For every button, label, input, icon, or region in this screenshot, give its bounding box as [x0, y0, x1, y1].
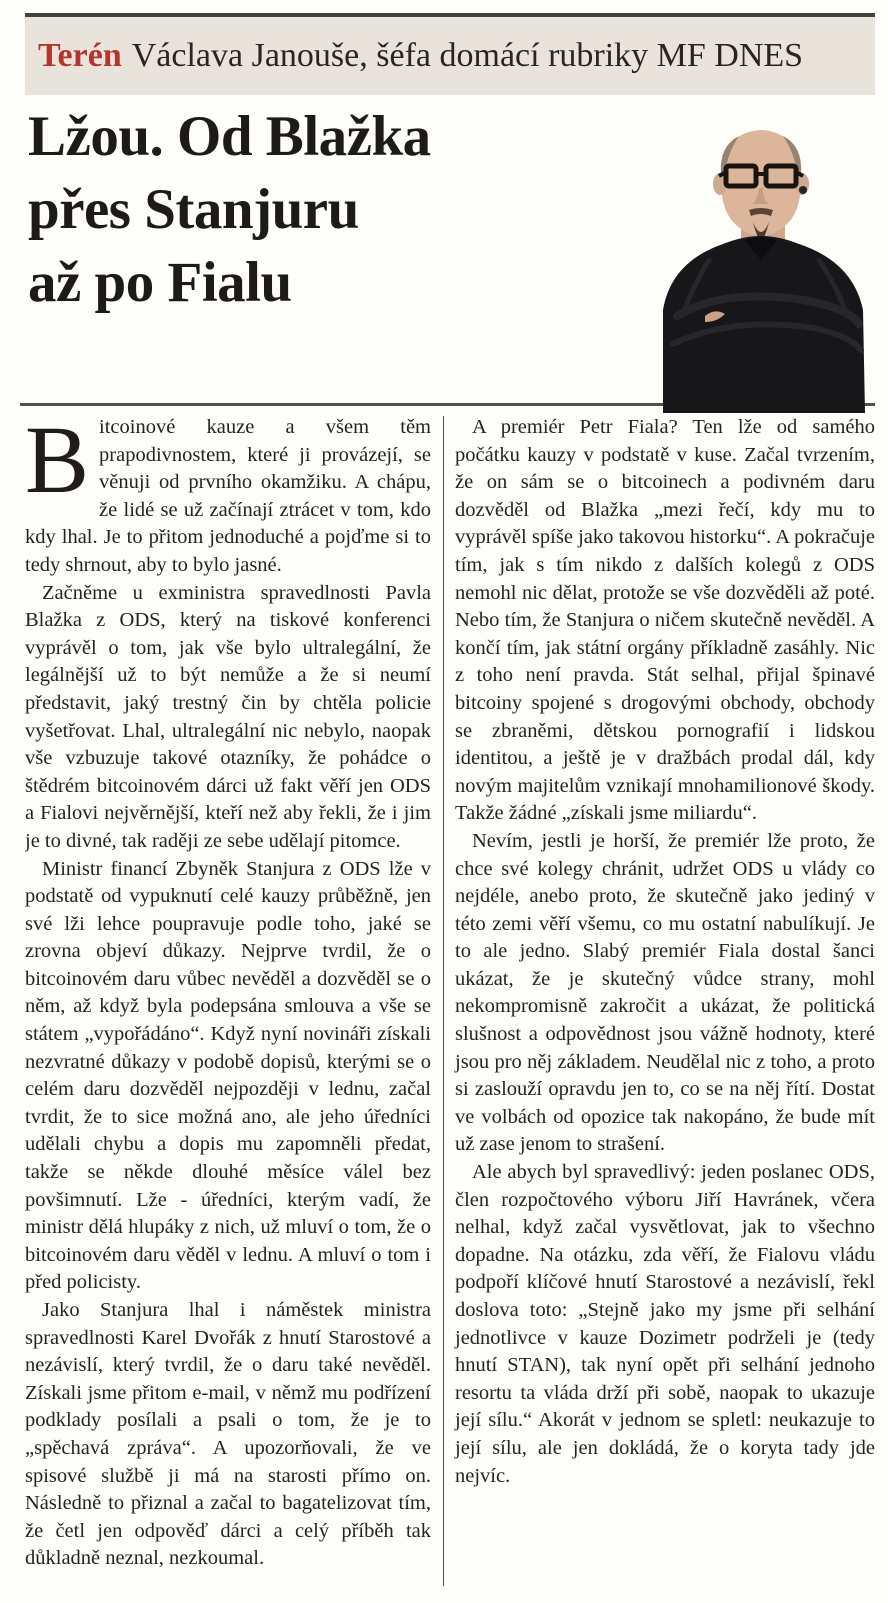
- kicker-byline: Václava Janouše, šéfa domácí rubriky MF DNES: [131, 37, 804, 74]
- kicker-label: Terén: [38, 37, 122, 74]
- paragraph: Nevím, jestli je horší, že premiér lže proto, že chce své kolegy chránit, udržet ODS u vlády co nejdéle, anebo proto, že skutečně jako jediný v této zemi věří všemu, co mu ostatní nabulíkují. Je to ale jedno. Slabý premiér Fiala dostal šanci ukázat, že je skutečný vůdce strany, mohl nekompromisně zakročit a ukázat, že politická slušnost a odpovědnost jsou vážně hodnoty, které jsou pro něj základem. Neudělal nic z toho, a proto si zaslouží opravdu jen to, co se na něj řítí. Dostat ve volbách od opozice tak nakopáno, že bude mít už zase jenom to strašení.: [455, 829, 875, 1156]
- headline-line-3: až po Fialu: [28, 251, 292, 314]
- kicker-band: [25, 17, 875, 95]
- paragraph: Jako Stanjura lhal i náměstek ministra spravedlnosti Karel Dvořák z hnutí Starostové a nezávislí, který tvrdil, že o daru také nevěděl. Získali jsme přitom e-mail, v němž mu podřízení podklady posílali a psali o tom, že je to „spěchavá zpráva“. A upozorňovali, že ve spisové službě ji má na starosti přímo on. Následně to přiznal a začal to bagatelizovat tím, že četl jen odpověď dárci a celý příběh tak důkladně neznal, nezkoumal.: [25, 1299, 431, 1570]
- paragraph: Začněme u exministra spravedlnosti Pavla Blažka z ODS, který na tiskové konferenci vyprávěl o tom, jak vše bylo ultralegální, že legálnější už to být nemůže a že si neumí představit, jaký trestný čin by chtěla policie vyšetřovat. Lhal, ultralegální nic nebylo, naopak vše vzbuzuje takové otazníky, že pohádce o štědrém bitcoinovém dárci už fakt věří jen ODS a Fialovi nejvěrnější, kteří než aby řekli, že i jim je to divné, tak raději ze sebe udělají pitomce.: [25, 581, 431, 852]
- paragraph-text: itcoinové kauze a všem těm prapodivnostem, které ji provázejí, se věnuji od prvního okamžiku. A chápu, že lidé se už začínají ztrácet v tom, kdo kdy lhal. Je to přitom jednoduché a pojďme si to tedy shrnout, aby to bylo jasné.: [25, 416, 431, 576]
- author-portrait-illustration: [653, 110, 875, 413]
- headline-line-2: přes Stanjuru: [28, 178, 359, 241]
- headline: [28, 100, 628, 319]
- left-column: [25, 414, 431, 1594]
- article-body: [25, 414, 875, 1594]
- headline-line-1: Lžou. Od Blažka: [28, 105, 431, 168]
- column-divider: [443, 416, 444, 1586]
- dropcap: B: [25, 414, 90, 513]
- author-photo: [653, 110, 875, 413]
- paragraph: [25, 414, 431, 580]
- paragraph: Ministr financí Zbyněk Stanjura z ODS lže v podstatě od vypuknutí celé kauzy průběžně, jen své lži lehce poupravuje podle toho, jaké se zrovna objeví důkazy. Nejprve tvrdil, že o bitcoinovém daru vůbec nevěděl a dozvěděl se o něm, až když byla podepsána smlouva a vše se státem „vypořádáno“. Když nyní novináři získali nezvratné důkazy v podobě dopisů, kterými se o celém daru dozvěděl nejpozději v lednu, začal tvrdit, že to sice možná ano, ale jeho úředníci udělali chybu a dopis mu zapomněli předat, takže se někde dlouhé měsíce válel bez povšimnutí. Lže - úředníci, kterým vadí, že ministr dělá hlupáky z nich, už mluví o tom, že o bitcoinovém daru věděl v lednu. A mluví o tom i před policisty.: [25, 857, 431, 1294]
- paragraph: A premiér Petr Fiala? Ten lže od samého počátku kauzy v podstatě v kuse. Začal tvrzením, že on sám se o bitcoinech a podivném daru dozvěděl od Blažka „mezi řečí, kdy mu to vyprávěl spíše jako takovou historku“. A pokračuje tím, jak s tím nikdo z dalších kolegů z ODS nemohl nic dělat, protože se vše dozvěděli až poté. Nebo tím, že Stanjura o ničem skutečně nevěděl. A končí tím, jak státní orgány příkladně zasáhly. Nic z toho není pravda. Stát selhal, přijal špinavé bitcoiny spojené s drogovými obchody, obchody se zbraněmi, dětskou pornografií i lidskou identitou, a ještě je v dražbách prodal dál, kdy novým majitelům vznikají mnohamilionové škody. Takže žádné „získali jsme miliardu“.: [455, 416, 875, 825]
- paragraph: Ale abych byl spravedlivý: jeden poslanec ODS, člen rozpočtového výboru Jiří Havránek, včera nelhal, když začal vysvětlovat, jak to všechno dopadne. Na otázku, zda věří, že Fialovu vládu podpoří klíčové hnutí Starostové a nezávislí, řekl doslova toto: „Stejně jako my jsme při selhání jednotlivce v kauze Dozimetr podrželi je (tedy hnutí STAN), tak nyní opět při selhání jednoho resortu ta vláda drží při sobě, naopak to ukazuje její sílu.“ Akorát v jednom se spletl: neukazuje to její sílu, ale jen dokládá, že o koryta tady jde nejvíc.: [455, 1161, 875, 1487]
- right-column: [455, 414, 875, 1594]
